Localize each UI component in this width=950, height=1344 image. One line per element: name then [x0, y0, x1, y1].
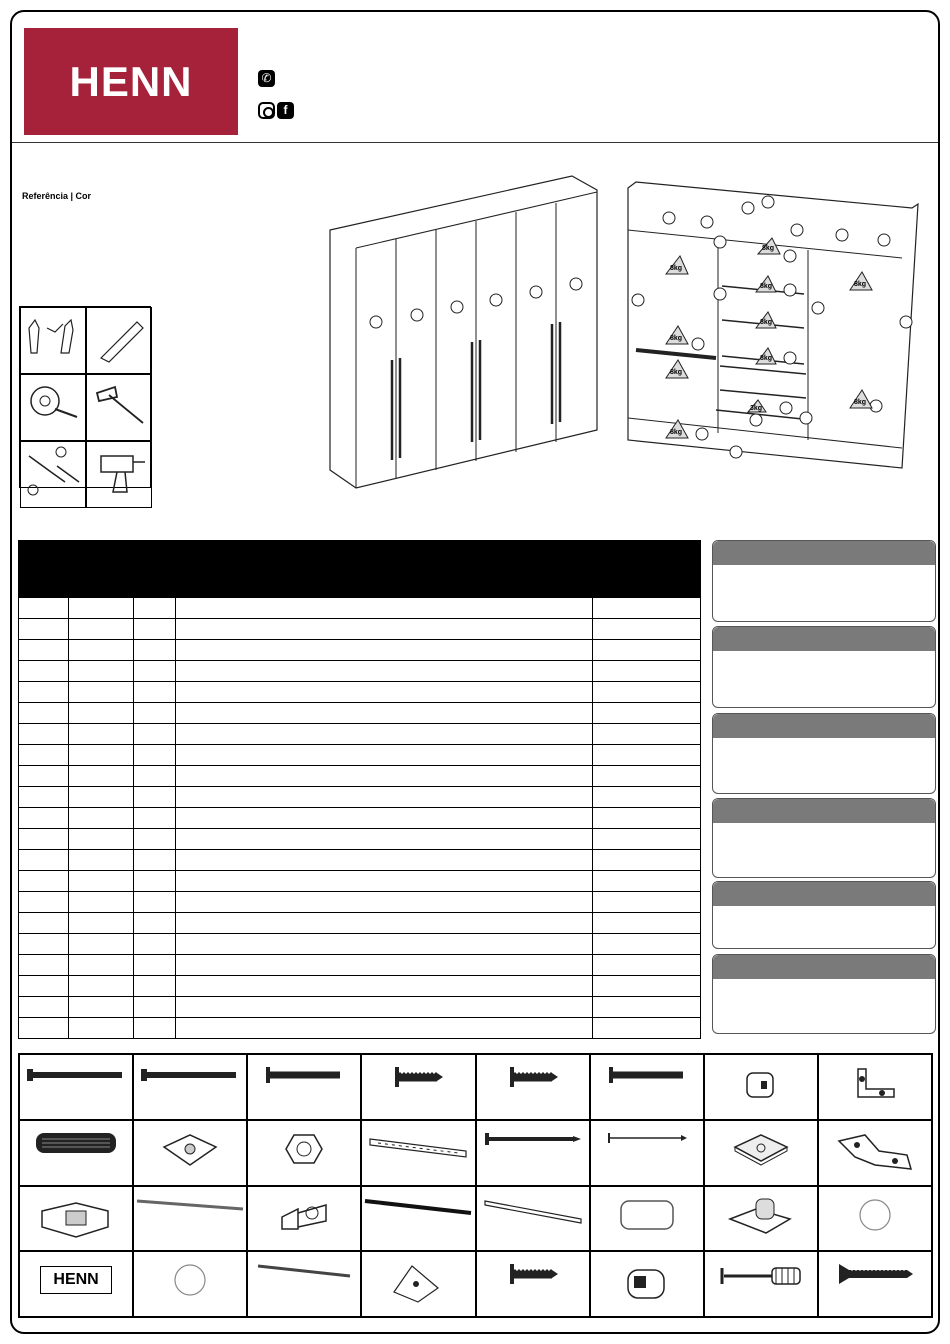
table-cell: [134, 1018, 176, 1039]
table-cell: [19, 808, 69, 829]
table-cell: [134, 640, 176, 661]
hardware-cell: [361, 1054, 475, 1120]
table-cell: [134, 661, 176, 682]
plate-icon: [731, 1131, 791, 1176]
table-cell: [134, 724, 176, 745]
parts-table-body: [18, 597, 701, 1039]
side-panel: [712, 540, 936, 622]
rod-icon: [135, 1197, 245, 1216]
table-cell: [134, 913, 176, 934]
drawer-slide-icon: [368, 1131, 468, 1164]
tape-measure-icon: [20, 374, 86, 441]
hardware-cell: [476, 1251, 590, 1317]
table-row: [19, 955, 701, 976]
table-row: [19, 997, 701, 1018]
table-cell: [19, 934, 69, 955]
table-cell: [69, 766, 134, 787]
weight-label: 8kg: [760, 355, 773, 362]
henn-label-icon: HENN: [40, 1266, 111, 1294]
hardware-cell: [476, 1186, 590, 1252]
table-cell: [69, 871, 134, 892]
table-cell: [19, 724, 69, 745]
hardware-cell: [247, 1251, 361, 1317]
table-cell: [69, 682, 134, 703]
table-cell: [134, 829, 176, 850]
table-cell: [69, 892, 134, 913]
table-cell: [593, 640, 701, 661]
hinge-icon: [835, 1131, 915, 1180]
nail-icon: [483, 1131, 583, 1152]
table-cell: [593, 997, 701, 1018]
reference-label: Referência | Cor: [22, 191, 92, 201]
hardware-cell: [247, 1120, 361, 1186]
table-cell: [176, 787, 593, 808]
table-cell: [176, 976, 593, 997]
table-cell: [134, 598, 176, 619]
side-panel-header: [713, 627, 935, 651]
hardware-cell: [704, 1251, 818, 1317]
side-panel: [712, 626, 936, 708]
table-cell: [69, 808, 134, 829]
table-cell: [593, 913, 701, 934]
table-cell: [19, 598, 69, 619]
phone-icon: ✆: [258, 70, 275, 87]
table-row: [19, 619, 701, 640]
table-cell: [593, 745, 701, 766]
table-cell: [593, 850, 701, 871]
table-cell: [19, 955, 69, 976]
long-screw-icon: [140, 1065, 240, 1090]
table-cell: [176, 850, 593, 871]
table-cell: [593, 955, 701, 976]
weight-label: 8kg: [854, 399, 867, 406]
hardware-cell: [361, 1251, 475, 1317]
side-panel-header: [713, 714, 935, 738]
table-row: [19, 1018, 701, 1039]
short-screw-icon: [508, 1065, 558, 1094]
short-screw-icon: [508, 1262, 558, 1291]
pin-icon: [605, 1131, 689, 1150]
cap-icon: [172, 1262, 208, 1303]
table-cell: [69, 640, 134, 661]
table-cell: [176, 934, 593, 955]
table-cell: [593, 976, 701, 997]
table-cell: [69, 1018, 134, 1039]
table-cell: [19, 619, 69, 640]
table-cell: [134, 619, 176, 640]
side-panel-header: [713, 882, 935, 906]
hardware-cell: [476, 1120, 590, 1186]
facebook-icon: f: [277, 102, 294, 119]
table-row: [19, 850, 701, 871]
rod-support-icon: [274, 1197, 334, 1242]
table-cell: [593, 724, 701, 745]
table-row: [19, 703, 701, 724]
hardware-cell: [19, 1054, 133, 1120]
long-screw-icon: [26, 1065, 126, 1090]
table-cell: [19, 871, 69, 892]
table-cell: [19, 913, 69, 934]
table-row: [19, 661, 701, 682]
screwdriver-icon: [20, 441, 86, 508]
bolt-icon: [716, 1262, 806, 1295]
table-cell: [593, 619, 701, 640]
hammer-icon: [86, 374, 152, 441]
table-row: [19, 829, 701, 850]
table-row: [19, 934, 701, 955]
nut-icon: [284, 1131, 324, 1172]
table-cell: [176, 703, 593, 724]
table-cell: [69, 598, 134, 619]
table-cell: [176, 724, 593, 745]
weight-label: 8kg: [760, 283, 773, 290]
hardware-cell: [590, 1251, 704, 1317]
side-panel-header: [713, 955, 935, 979]
table-cell: [176, 829, 593, 850]
table-cell: [19, 682, 69, 703]
header-divider: [12, 142, 938, 143]
hardware-cell: [590, 1054, 704, 1120]
table-cell: [69, 955, 134, 976]
table-cell: [593, 598, 701, 619]
short-screw-icon: [393, 1065, 443, 1094]
table-cell: [134, 955, 176, 976]
hardware-cell: [133, 1251, 247, 1317]
table-row: [19, 598, 701, 619]
side-panel: [712, 954, 936, 1034]
table-cell: [134, 976, 176, 997]
table-cell: [134, 787, 176, 808]
drill-icon: [86, 441, 152, 508]
table-cell: [176, 997, 593, 1018]
instagram-icon: [258, 102, 275, 119]
hardware-cell: [818, 1186, 932, 1252]
table-cell: [19, 1018, 69, 1039]
hardware-cell: [133, 1054, 247, 1120]
square-icon: [86, 307, 152, 374]
table-cell: [19, 661, 69, 682]
hardware-cell: [361, 1120, 475, 1186]
weight-label: 8kg: [760, 319, 773, 326]
table-cell: [19, 850, 69, 871]
contact-phone: [258, 70, 277, 88]
contact-social: [258, 102, 296, 120]
table-row: [19, 724, 701, 745]
table-cell: [69, 745, 134, 766]
hardware-grid: [18, 1053, 933, 1318]
table-cell: [176, 766, 593, 787]
hardware-cell: [590, 1120, 704, 1186]
hardware-cell: [590, 1186, 704, 1252]
cap-icon: [857, 1197, 893, 1238]
table-row: [19, 787, 701, 808]
table-cell: [176, 745, 593, 766]
weight-label: 8kg: [670, 335, 683, 342]
side-panel-header: [713, 541, 935, 565]
table-cell: [176, 682, 593, 703]
table-cell: [69, 829, 134, 850]
table-cell: [593, 682, 701, 703]
table-row: [19, 682, 701, 703]
table-cell: [19, 745, 69, 766]
side-panel: [712, 798, 936, 878]
weight-label: 8kg: [670, 265, 683, 272]
brand-name: HENN: [69, 57, 193, 105]
table-cell: [134, 808, 176, 829]
hardware-cell: [818, 1120, 932, 1186]
hardware-cell: [476, 1054, 590, 1120]
table-cell: [19, 640, 69, 661]
hardware-cell: [818, 1054, 932, 1120]
wardrobe-open-drawing: [622, 178, 922, 470]
table-row: [19, 745, 701, 766]
table-cell: [593, 766, 701, 787]
table-cell: [176, 619, 593, 640]
table-cell: [69, 997, 134, 1018]
table-cell: [134, 934, 176, 955]
table-cell: [593, 892, 701, 913]
cam-lock-icon: [741, 1065, 781, 1110]
profile-icon: [363, 1197, 473, 1222]
tools-grid: [19, 306, 151, 488]
table-cell: [19, 766, 69, 787]
table-cell: [176, 892, 593, 913]
table-cell: [19, 829, 69, 850]
table-row: [19, 871, 701, 892]
parts-table-header: [18, 540, 701, 597]
side-panel: [712, 881, 936, 949]
shelf-support-icon: [726, 1197, 796, 1246]
table-cell: [19, 787, 69, 808]
table-cell: [69, 661, 134, 682]
weight-label: 8kg: [762, 245, 775, 252]
table-row: [19, 976, 701, 997]
hardware-cell: [818, 1251, 932, 1317]
hardware-cell: [361, 1186, 475, 1252]
hardware-cell: [19, 1120, 133, 1186]
table-cell: [69, 724, 134, 745]
table-cell: [176, 808, 593, 829]
table-cell: [176, 661, 593, 682]
hardware-cell: [247, 1186, 361, 1252]
table-cell: [134, 871, 176, 892]
dowel-icon: [34, 1131, 118, 1160]
strip-icon: [256, 1262, 352, 1285]
table-cell: [69, 787, 134, 808]
table-row: [19, 808, 701, 829]
table-cell: [176, 871, 593, 892]
table-cell: [134, 703, 176, 724]
table-cell: [19, 997, 69, 1018]
table-cell: [593, 703, 701, 724]
hands-icon: [20, 307, 86, 374]
table-cell: [176, 598, 593, 619]
table-cell: [176, 640, 593, 661]
table-cell: [593, 1018, 701, 1039]
table-cell: [69, 703, 134, 724]
table-cell: [134, 682, 176, 703]
corner-bracket-icon: [850, 1065, 900, 1110]
table-row: [19, 892, 701, 913]
wedge-icon: [388, 1262, 448, 1311]
table-cell: [134, 850, 176, 871]
table-cell: [593, 829, 701, 850]
hardware-cell: [704, 1120, 818, 1186]
hardware-cell: [247, 1054, 361, 1120]
side-panel: [712, 713, 936, 794]
hardware-cell: [133, 1120, 247, 1186]
table-cell: [593, 934, 701, 955]
screw-icon: [264, 1065, 344, 1090]
cam-icon: [622, 1262, 672, 1311]
table-cell: [134, 745, 176, 766]
hardware-cell: [19, 1186, 133, 1252]
pad-icon: [617, 1197, 677, 1238]
weight-label: 3kg: [750, 405, 763, 412]
table-cell: [19, 703, 69, 724]
table-cell: [134, 892, 176, 913]
table-cell: [19, 976, 69, 997]
table-cell: [593, 661, 701, 682]
table-cell: [593, 787, 701, 808]
countersunk-screw-icon: [835, 1262, 915, 1291]
table-cell: [69, 619, 134, 640]
screw-icon: [607, 1065, 687, 1090]
hardware-cell: [19, 1251, 133, 1317]
table-cell: [69, 934, 134, 955]
table-cell: [176, 913, 593, 934]
table-cell: [19, 892, 69, 913]
table-cell: [176, 1018, 593, 1039]
hardware-cell: [704, 1186, 818, 1252]
side-panel-header: [713, 799, 935, 823]
table-row: [19, 913, 701, 934]
table-cell: [69, 913, 134, 934]
table-cell: [69, 976, 134, 997]
hardware-cell: [133, 1186, 247, 1252]
table-cell: [593, 871, 701, 892]
table-cell: [69, 850, 134, 871]
support-icon: [160, 1131, 220, 1176]
brand-logo: [24, 28, 238, 135]
table-cell: [176, 955, 593, 976]
weight-label: 8kg: [670, 369, 683, 376]
hinge-base-icon: [36, 1197, 116, 1246]
hardware-cell: [704, 1054, 818, 1120]
table-cell: [134, 766, 176, 787]
table-cell: [593, 808, 701, 829]
table-cell: [134, 997, 176, 1018]
weight-label: 8kg: [670, 429, 683, 436]
rail-icon: [483, 1197, 583, 1230]
table-row: [19, 640, 701, 661]
table-row: [19, 766, 701, 787]
weight-label: 8kg: [854, 281, 867, 288]
wardrobe-closed-drawing: [322, 170, 602, 495]
parts-table: [18, 540, 701, 1038]
